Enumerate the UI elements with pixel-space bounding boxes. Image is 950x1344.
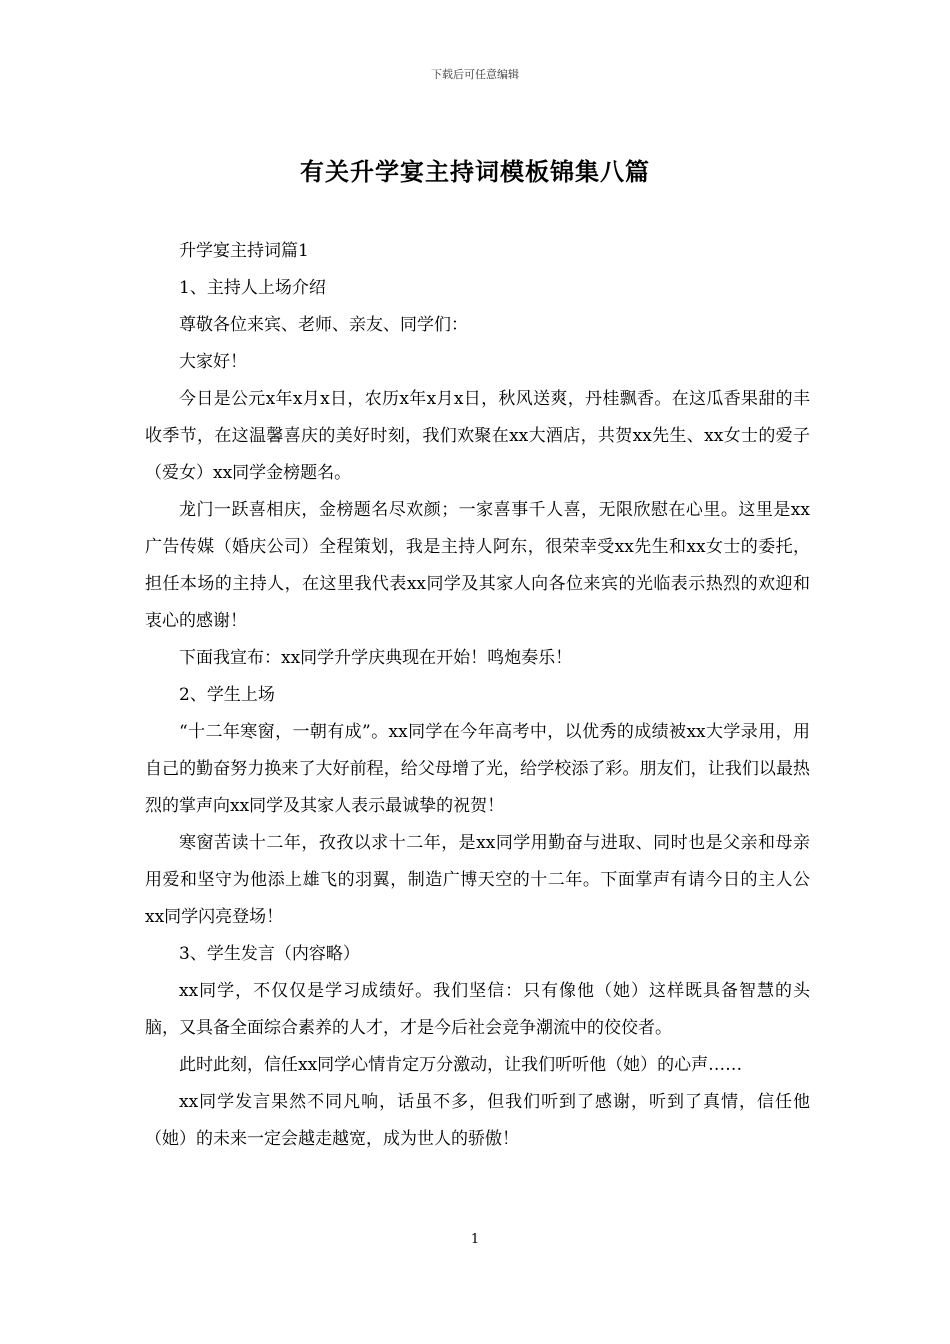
- paragraph: 此时此刻，信任xx同学心情肯定万分激动，让我们听听他（她）的心声……: [179, 1055, 743, 1075]
- paragraph: 寒窗苦读十二年，孜孜以求十二年，是xx同学用勤奋与进取、同时也是父亲和母亲用爱和坚守为他添上雄飞的羽翼，制造广博天空的十二年。下面掌声有请今日的主人公xx同学闪亮登场！: [145, 833, 810, 927]
- subheading: 2、学生上场: [179, 685, 275, 705]
- paragraph: 今日是公元x年x月x日，农历x年x月x日，秋风送爽，丹桂飘香。在这瓜香果甜的丰收季节，在这温馨喜庆的美好时刻，我们欢聚在xx大酒店，共贺xx先生、xx女士的爱子（爱女）xx同学金榜题名。: [145, 389, 810, 483]
- subheading: 1、主持人上场介绍: [179, 278, 326, 298]
- subheading: 3、学生发言（内容略）: [179, 944, 360, 964]
- paragraph: xx同学发言果然不同凡响，话虽不多，但我们听到了感谢，听到了真情，信任他（她）的未来一定会越走越宽，成为世人的骄傲！: [145, 1092, 810, 1149]
- header-note: 下载后可任意编辑: [431, 68, 519, 81]
- paragraph: 龙门一跃喜相庆，金榜题名尽欢颜；一家喜事千人喜，无限欣慰在心里。这里是xx广告传媒（婚庆公司）全程策划，我是主持人阿东，很荣幸受xx先生和xx女士的委托，担任本场的主持人，在这里我代表xx同学及其家人向各位来宾的光临表示热烈的欢迎和衷心的感谢！: [145, 500, 810, 631]
- paragraph: “十二年寒窗，一朝有成”。xx同学在今年高考中，以优秀的成绩被xx大学录用，用自己的勤奋努力换来了大好前程，给父母增了光，给学校添了彩。朋友们，让我们以最热烈的掌声向xx同学及其家人表示最诚挚的祝贺！: [145, 722, 810, 816]
- paragraph: 尊敬各位来宾、老师、亲友、同学们：: [179, 315, 468, 335]
- document-body: [145, 233, 810, 1158]
- paragraph: xx同学，不仅仅是学习成绩好。我们坚信：只有像他（她）这样既具备智慧的头脑，又具备全面综合素养的人才，才是今后社会竞争潮流中的佼佼者。: [145, 981, 810, 1038]
- page-number: 1: [470, 1232, 480, 1247]
- paragraph: 大家好！: [179, 352, 247, 372]
- document-title: 有关升学宴主持词模板锦集八篇: [300, 157, 650, 186]
- paragraph: 下面我宣布：xx同学升学庆典现在开始！鸣炮奏乐！: [179, 648, 573, 668]
- section-heading: 升学宴主持词篇1: [179, 241, 309, 261]
